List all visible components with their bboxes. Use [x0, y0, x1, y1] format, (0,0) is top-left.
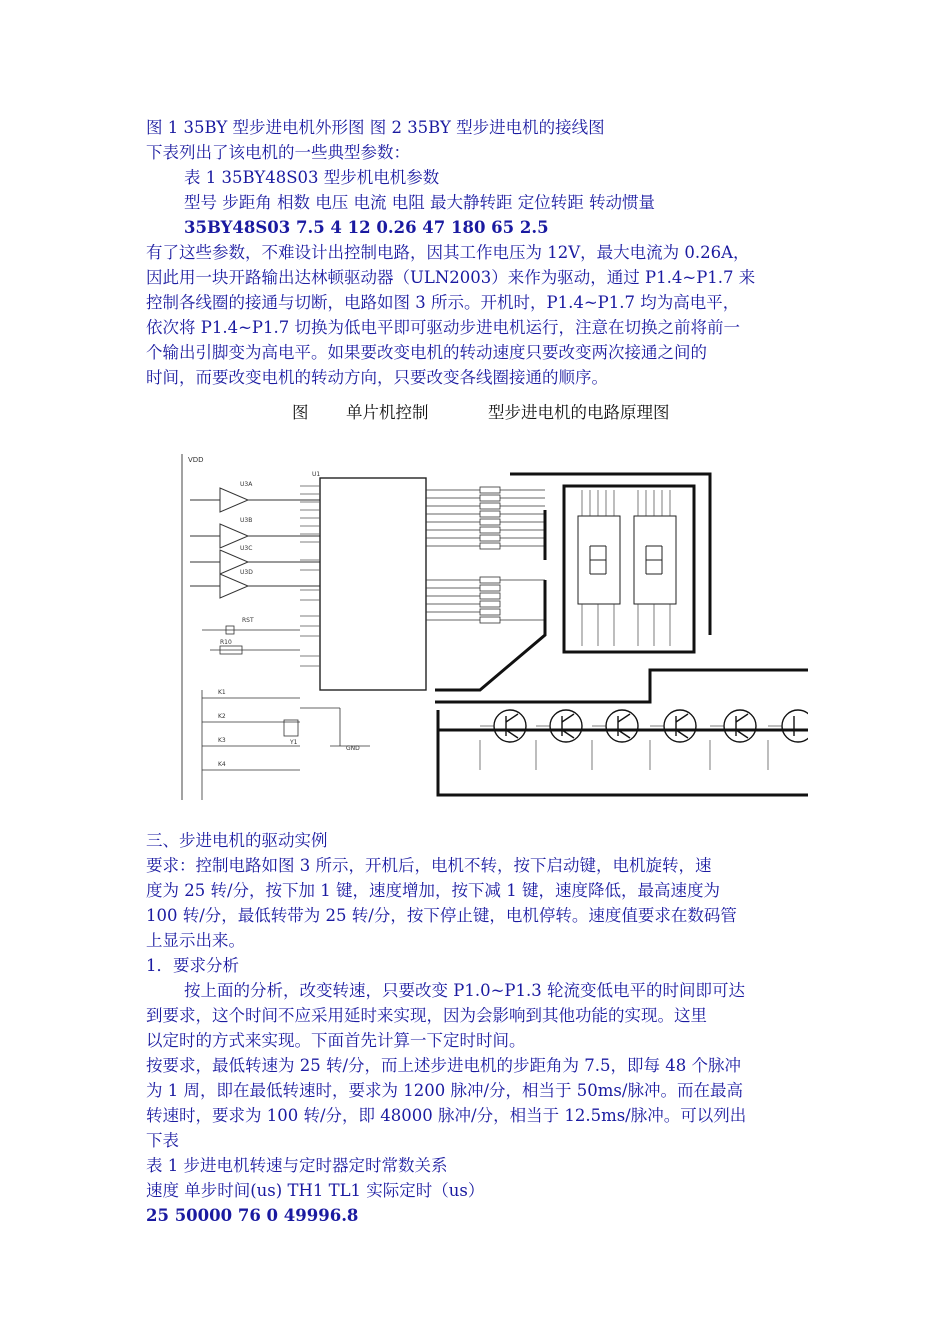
vdd-label: VDD	[188, 456, 204, 464]
reset-label: RST	[242, 617, 254, 624]
paragraph-line: 按要求，最低转速为 25 转/分，而上述步进电机的步距角为 7.5，即每 48 个脉冲	[146, 1056, 742, 1075]
paragraph-line: 下表	[146, 1131, 179, 1150]
paragraph-line: 100 转/分，最低转带为 25 转/分，按下停止键，电机停转。速度值要求在数码管	[146, 906, 737, 925]
table-title: 表 1 35BY48S03 型步机电机参数	[184, 168, 440, 187]
paragraph-line: 为 1 周，即在最低转速时，要求为 1200 脉冲/分，相当于 50ms/脉冲。而在最高	[146, 1081, 743, 1100]
figure-caption-part: 型步进电机的电路原理图	[488, 403, 670, 422]
table-header-row: 速度 单步时间(us) TH1 TL1 实际定时（us）	[146, 1181, 485, 1200]
table-title: 表 1 步进电机转速与定时器定时常数关系	[146, 1156, 448, 1175]
paragraph-line: 依次将 P1.4~P1.7 切换为低电平即可驱动步进电机运行，注意在切换之前将前一	[146, 318, 740, 337]
switch-label: K4	[218, 761, 226, 768]
subsection-heading: 1．要求分析	[146, 956, 239, 975]
table-header-row: 型号 步距角 相数 电压 电流 电阻 最大静转距 定位转距 转动惯量	[184, 193, 655, 212]
paragraph-line: 因此用一块开路输出达林顿驱动器（ULN2003）来作为驱动，通过 P1.4~P1.7 来	[146, 268, 756, 287]
figure-caption-part: 图	[292, 403, 309, 422]
table-data-row: 35BY48S03 7.5 4 12 0.26 47 180 65 2.5	[184, 218, 549, 237]
text-line: 下表列出了该电机的一些典型参数：	[146, 143, 410, 162]
section-heading: 三、步进电机的驱动实例	[146, 831, 328, 850]
switch-label: K1	[218, 689, 226, 696]
circuit-schematic-image	[180, 450, 808, 806]
buffer-label: U3B	[240, 517, 253, 524]
resistor-label: R10	[220, 639, 232, 646]
ground-label: GND	[346, 745, 360, 752]
paragraph-line: 转速时，要求为 100 转/分，即 48000 脉冲/分，相当于 12.5ms/脉冲。可以列出	[146, 1106, 747, 1125]
switch-label: K3	[218, 737, 226, 744]
paragraph-line: 控制各线圈的接通与切断，电路如图 3 所示。开机时，P1.4~P1.7 均为高电平，	[146, 293, 740, 312]
paragraph-line: 上显示出来。	[146, 931, 245, 950]
paragraph-line: 以定时的方式来实现。下面首先计算一下定时时间。	[146, 1031, 526, 1050]
figure-caption-part: 单片机控制	[346, 403, 429, 422]
crystal-label: Y1	[290, 739, 298, 746]
paragraph-line: 有了这些参数，不难设计出控制电路，因其工作电压为 12V，最大电流为 0.26A，	[146, 243, 750, 262]
paragraph-line: 要求：控制电路如图 3 所示，开机后，电机不转，按下启动键，电机旋转，速	[146, 856, 712, 875]
paragraph-line: 按上面的分析，改变转速，只要改变 P1.0~P1.3 轮流变低电平的时间即可达	[184, 981, 745, 1000]
paragraph-line: 时间，而要改变电机的转动方向，只要改变各线圈接通的顺序。	[146, 368, 608, 387]
paragraph-line: 度为 25 转/分，按下加 1 键，速度增加，按下减 1 键，速度降低，最高速度为	[146, 881, 721, 900]
paragraph-line: 个输出引脚变为高电平。如果要改变电机的转动速度只要改变两次接通之间的	[146, 343, 707, 362]
buffer-label: U3A	[240, 481, 253, 488]
table-data-row: 25 50000 76 0 49996.8	[146, 1206, 359, 1225]
paragraph-line: 到要求，这个时间不应采用延时来实现，因为会影响到其他功能的实现。这里	[146, 1006, 707, 1025]
chip-label: U1	[312, 471, 321, 478]
buffer-label: U3C	[240, 545, 253, 552]
buffer-label: U3D	[240, 569, 253, 576]
switch-label: K2	[218, 713, 226, 720]
figure-caption-line: 图 1 35BY 型步进电机外形图 图 2 35BY 型步进电机的接线图	[146, 118, 605, 137]
